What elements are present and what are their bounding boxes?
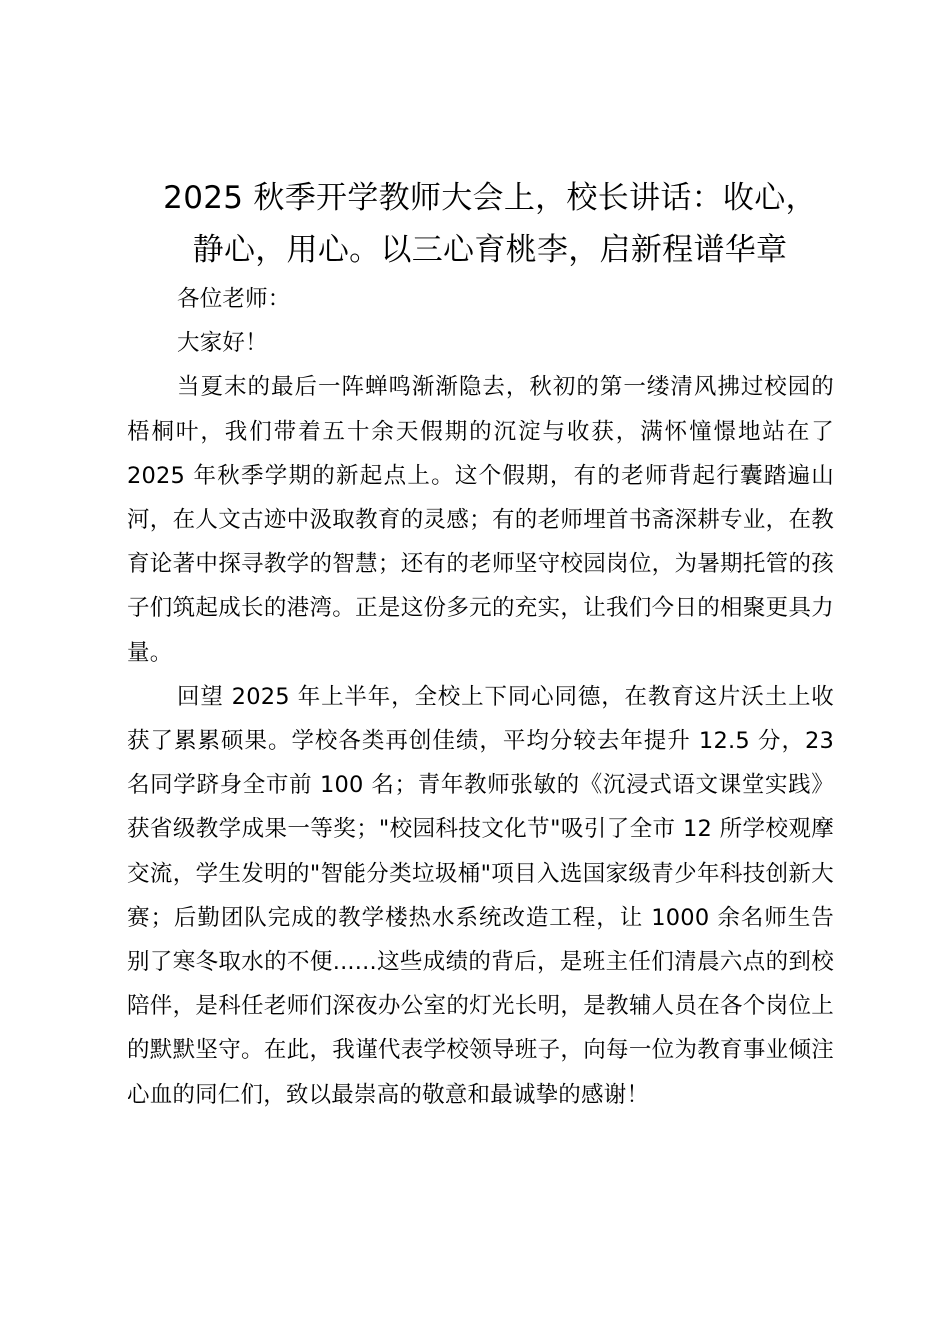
document-body [127, 277, 834, 1117]
salutation: 各位老师： [177, 286, 291, 312]
document-title [110, 172, 870, 276]
title-line-1: 2025 秋季开学教师大会上，校长讲话：收心， [163, 180, 817, 216]
paragraph-2: 回望 2025 年上半年，全校上下同心同德，在教育这片沃土上收获了累累硕果。学校各类再创佳绩，平均分较去年提升 12.5 分，23 名同学跻身全市前 100 名；青年教师张敏的《沉浸式语文课堂实践》获省级教学成果一等奖；"校园科技文化节"吸引了全市 12 所学校观摩交流，学生发明的"智能分类垃圾桶"项目入选国家级青少年科技创新大赛；后勤团队完成的教学楼热水系统改造工程，让 1000 余名师生告别了寒冬取水的不便......这些成绩的背后，是班主任们清晨六点的到校陪伴，是科任老师们深夜办公室的灯光长明，是教辅人员在各个岗位上的默默坚守。在此，我谨代表学校领导班子，向每一位为教育事业倾注心血的同仁们，致以最崇高的敬意和最诚挚的感谢！ [127, 683, 834, 1108]
greeting: 大家好！ [177, 330, 268, 357]
title-line-2: 静心，用心。以三心育桃李，启新程谱华章 [192, 232, 788, 268]
paragraph-1: 当夏末的最后一阵蝉鸣渐渐隐去，秋初的第一缕清风拂过校园的梧桐叶，我们带着五十余天假期的沉淀与收获，满怀憧憬地站在了 2025 年秋季学期的新起点上。这个假期，有的老师背起行囊踏遍山河，在人文古迹中汲取教育的灵感；有的老师埋首书斋深耕专业，在教育论著中探寻教学的智慧；还有的老师坚守校园岗位，为暑期托管的孩子们筑起成长的港湾。正是这份多元的充实，让我们今日的相聚更具力量。 [127, 374, 834, 666]
